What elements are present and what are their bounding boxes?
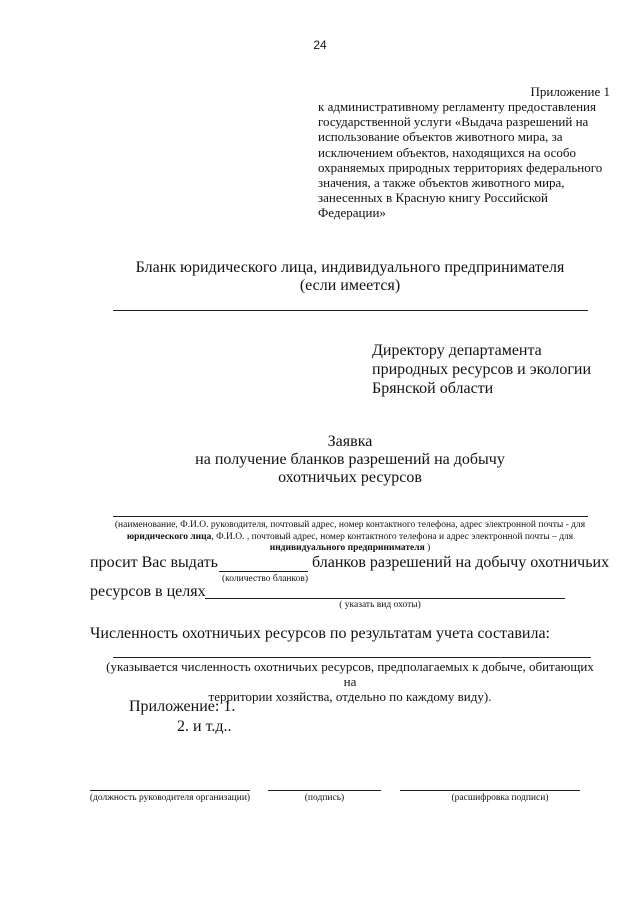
- appendix-line: значения, а также объектов животного мира,: [318, 175, 565, 191]
- signature-field: [268, 790, 381, 791]
- population-note-line1: (указывается численность охотничьих ресурсов, предполагаемых к добыче, обитающих на: [106, 659, 594, 689]
- appendix-line: использование объектов животного мира, за: [318, 129, 563, 145]
- heading-line3: охотничьих ресурсов: [278, 469, 422, 486]
- request-suffix: бланков разрешений на добычу охотничьих: [312, 554, 610, 571]
- applicant-rule: [113, 516, 588, 517]
- appendix-line: исключением объектов, находящихся на особо: [318, 144, 577, 160]
- applicant-note-part1: (наименование, Ф.И.О. руководителя, почтовый адрес, номер контактного телефона, адрес электронной почты - для: [114, 520, 586, 530]
- letterhead-subtitle: (если имеется): [299, 277, 401, 294]
- hunt-purpose-field: [205, 598, 565, 599]
- applicant-note: [100, 520, 600, 555]
- appendix-line: государственной услуги «Выдача разрешений на: [318, 114, 589, 130]
- appendix-line: охраняемых природных территориях федерального: [318, 159, 603, 175]
- applicant-note-bold2: индивидуального предпринимателя: [269, 543, 425, 553]
- letterhead-rule: [113, 310, 588, 311]
- appendix-body: [318, 99, 610, 221]
- population-rule: [113, 657, 591, 658]
- addressee-line: Директору департамента: [372, 342, 542, 359]
- page-number: 24: [313, 38, 327, 52]
- decoding-note: (расшифровка подписи): [451, 793, 549, 803]
- addressee: [372, 341, 591, 398]
- applicant-note-part3: ): [424, 543, 431, 553]
- applicant-note-part2: , Ф.И.О. , почтовый адрес, номер контактного телефона и адрес электронной почты – для: [211, 531, 574, 542]
- decoding-field: [400, 790, 580, 791]
- count-note: (количество бланков): [221, 574, 309, 584]
- heading-title: Заявка: [327, 433, 373, 450]
- attachments-item2: 2. и т.д..: [177, 718, 232, 735]
- request-prefix: просит Вас выдать: [90, 554, 218, 571]
- position-field: [90, 790, 250, 791]
- letterhead-title: Бланк юридического лица, индивидуального предпринимателя: [135, 259, 565, 276]
- addressee-line: Брянской области: [372, 380, 494, 397]
- appendix-title: Приложение 1: [530, 84, 610, 99]
- population-note-line2: территории хозяйства, отдельно по каждому виду).: [208, 689, 492, 704]
- applicant-note-bold1: юридического лица: [126, 531, 212, 542]
- position-note: (должность руководителя организации): [89, 793, 251, 803]
- appendix-line: Федерации»: [318, 205, 386, 221]
- appendix-line: занесенных в Красную книгу Российской: [318, 190, 548, 206]
- heading-line2: на получение бланков разрешений на добычу: [195, 451, 505, 468]
- attachments-label: Приложение: 1.: [129, 698, 236, 715]
- population-text: Численность охотничьих ресурсов по результатам учета составила:: [90, 625, 550, 642]
- request-line2: ресурсов в целях: [90, 583, 206, 600]
- addressee-line: природных ресурсов и экологии: [372, 361, 592, 378]
- count-field: [219, 571, 308, 572]
- appendix-line: к административному регламенту предоставления: [318, 99, 596, 114]
- hunt-note: ( указать вид охоты): [339, 600, 421, 610]
- signature-note: (подпись): [304, 793, 345, 803]
